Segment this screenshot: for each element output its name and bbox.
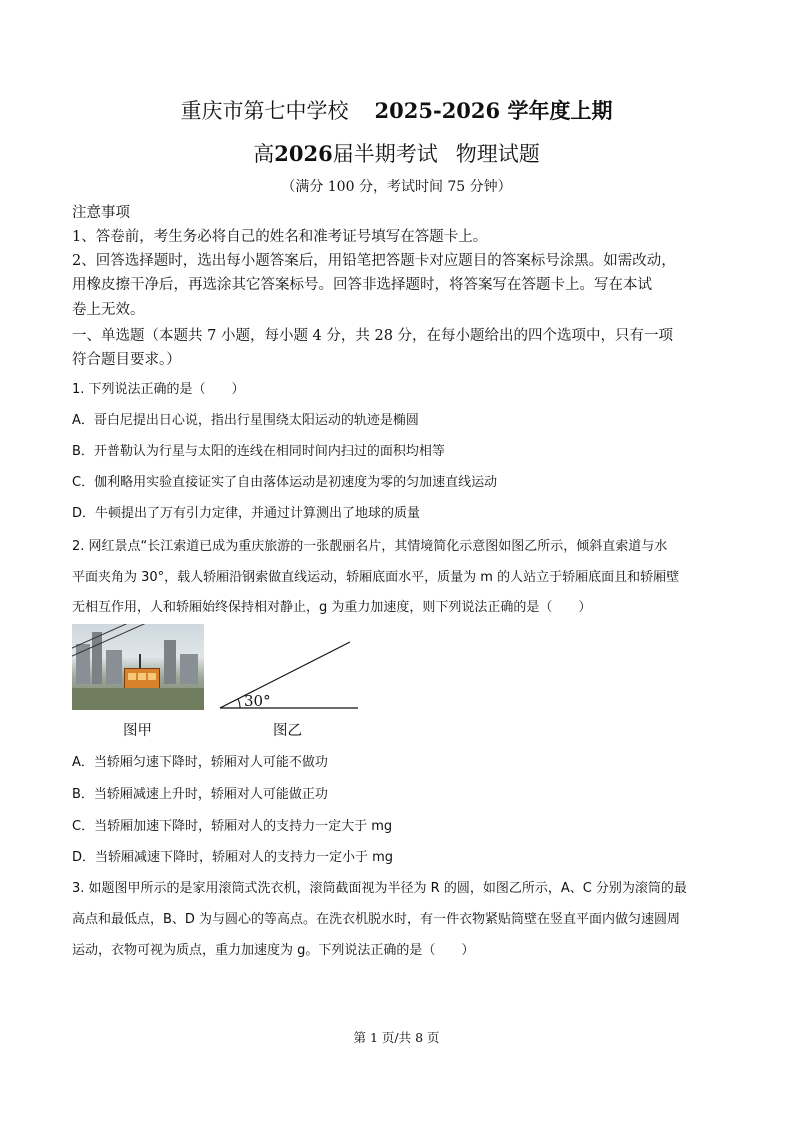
q2-stem-line-1: 2. 网红景点“长江索道已成为重庆旅游的一张靓丽名片，其情境简化示意图如图乙所示，倾斜直索道与水 (72, 539, 668, 554)
q2-option-d: D．当轿厢减速下降时，轿厢对人的支持力一定小于 mg (72, 850, 394, 865)
q1-stem: 1. 下列说法正确的是（ ） (72, 382, 245, 397)
q1-option-c: C．伽利略用实验直接证实了自由落体运动是初速度为零的匀加速直线运动 (72, 475, 498, 490)
incline-line (220, 642, 350, 708)
q2-option-b: B．当轿厢减速上升时，轿厢对人可能做正功 (72, 787, 328, 802)
q3-stem-line-3: 运动，衣物可视为质点，重力加速度为 g。下列说法正确的是（ ） (72, 943, 475, 958)
angle-label: 30° (244, 692, 271, 710)
q2-stem-line-2: 平面夹角为 30°，载人轿厢沿钢索做直线运动，轿厢底面水平，质量为 m 的人站立于轿厢底面且和轿厢壁 (72, 570, 680, 585)
section-heading-line-1: 一、单选题（本题共 7 小题，每小题 4 分，共 28 分，在每小题给出的四个选项中，只有一项 (72, 328, 674, 344)
incline-diagram (214, 634, 362, 714)
angle-arc (238, 699, 240, 708)
exam-title-line1 (0, 95, 793, 125)
notice-heading: 注意事项 (72, 205, 130, 221)
exam-year: 2026 (274, 141, 333, 166)
cable-car-photo (72, 624, 204, 710)
q2-option-a: A．当轿厢匀速下降时，轿厢对人可能不做功 (72, 755, 328, 770)
q2-stem-line-3: 无相互作用，人和轿厢始终保持相对静止，g 为重力加速度，则下列说法正确的是（ ） (72, 600, 592, 615)
section-heading-line-2: 符合题目要求。） (72, 352, 181, 368)
school-name: 重庆市第七中学校 (180, 99, 349, 123)
exam-suffix: 届半期考试 (332, 142, 438, 166)
notice-item-1: 1、答卷前，考生务必将自己的姓名和准考证号填写在答题卡上。 (72, 229, 488, 245)
q3-stem-line-1: 3. 如题图甲所示的是家用滚筒式洗衣机，滚筒截面视为半径为 R 的圆，如图乙所示，A、C 分别为滚筒的最 (72, 881, 687, 896)
notice-item-2-line-1: 2、回答选择题时，选出每小题答案后，用铅笔把答题卡对应题目的答案标号涂黑。如需改动， (72, 253, 676, 269)
q3-stem-line-2: 高点和最低点，B、D 为与圆心的等高点。在洗衣机脱水时，有一件衣物紧贴筒壁在竖直平面内做匀速圆周 (72, 912, 681, 927)
exam-prefix: 高 (253, 142, 275, 166)
score-note: （满分 100 分，考试时间 75 分钟） (281, 179, 512, 195)
exam-subject: 物理试题 (455, 142, 540, 166)
figure-a-caption: 图甲 (123, 723, 152, 739)
cable-car-cabin (124, 668, 160, 690)
q2-option-c: C．当轿厢加速下降时，轿厢对人的支持力一定大于 mg (72, 819, 393, 834)
page-number: 第 1 页/共 8 页 (353, 1030, 440, 1045)
notice-item-2-line-3: 卷上无效。 (72, 302, 145, 318)
q1-option-a: A．哥白尼提出日心说，指出行星围绕太阳运动的轨迹是椭圆 (72, 413, 419, 428)
q1-option-b: B．开普勒认为行星与太阳的连线在相同时间内扫过的面积均相等 (72, 444, 445, 459)
q1-option-d: D．牛顿提出了万有引力定律，并通过计算测出了地球的质量 (72, 506, 421, 521)
exam-title-line2 (0, 138, 793, 168)
school-term: 2025-2026 学年度上期 (374, 98, 613, 123)
figure-b-caption: 图乙 (273, 723, 302, 739)
notice-item-2-line-2: 用橡皮擦干净后，再选涂其它答案标号。回答非选择题时，将答案写在答题卡上。写在本试 (72, 277, 652, 293)
